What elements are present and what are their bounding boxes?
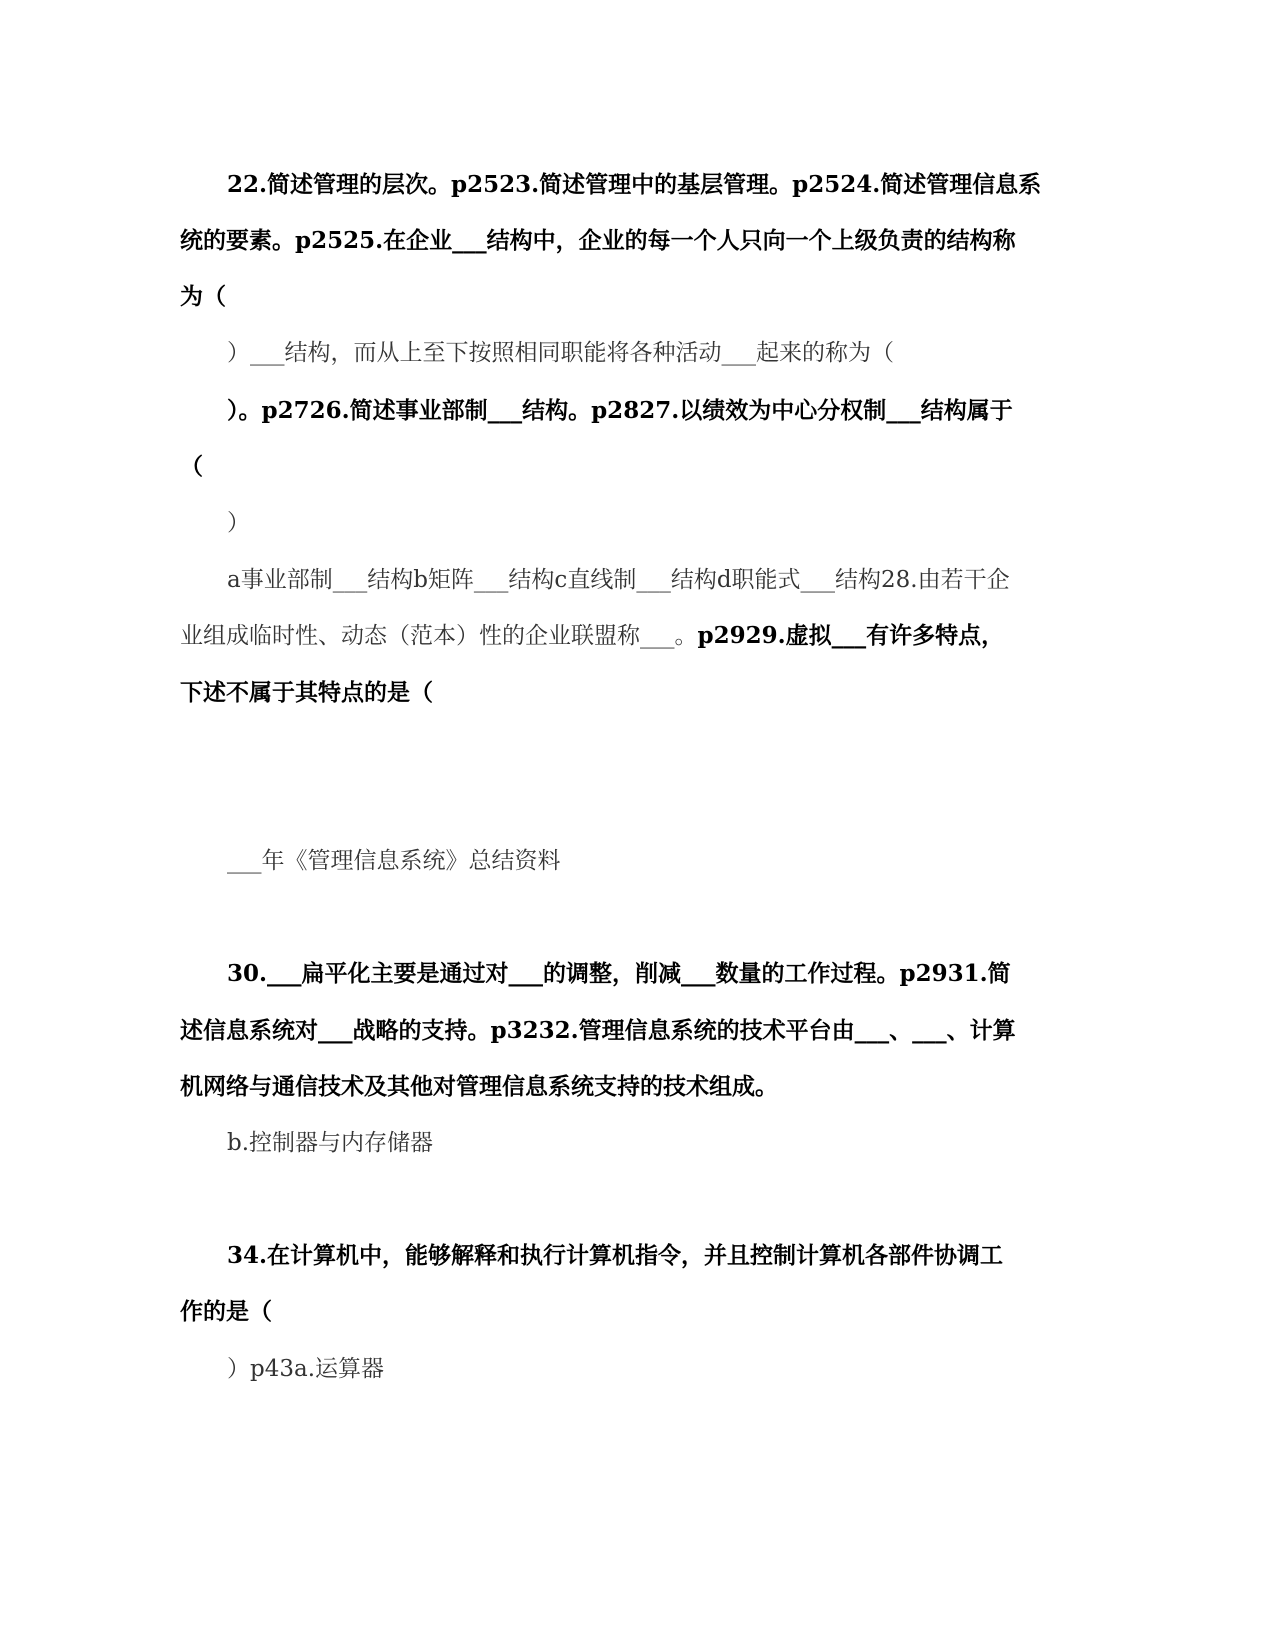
paragraph-line: 下述不属于其特点的是（ <box>180 679 433 706</box>
document-title: ___年《管理信息系统》总结资料 <box>227 848 561 874</box>
paragraph-line: ）p43a.运算器 <box>227 1356 385 1382</box>
paragraph-line: a事业部制___结构b矩阵___结构c直线制___结构d职能式___结构28.由若干企 <box>227 567 1010 593</box>
paragraph-line <box>180 621 1004 651</box>
line-segment: p2929.虚拟___有许多特点， <box>697 622 1005 649</box>
paragraph-line: （ <box>180 453 203 480</box>
paragraph-line: 作的是（ <box>180 1298 272 1325</box>
paragraph-line: b.控制器与内存储器 <box>227 1130 434 1156</box>
paragraph-line: ）。p2726.简述事业部制___结构。p2827.以绩效为中心分权制___结构属于 <box>227 397 1013 424</box>
paragraph-line: 统的要素。p2525.在企业___结构中，企业的每一个人只向一个上级负责的结构称 <box>180 227 1016 254</box>
paragraph-line: 机网络与通信技术及其他对管理信息系统支持的技术组成。 <box>180 1073 778 1100</box>
paragraph-line: 为（ <box>180 283 226 310</box>
paragraph-line: ）___结构，而从上至下按照相同职能将各种活动___起来的称为（ <box>227 340 894 366</box>
paragraph-line: 述信息系统对___战略的支持。p3232.管理信息系统的技术平台由___、___、计算 <box>180 1017 1016 1044</box>
paragraph-line: 34.在计算机中，能够解释和执行计算机指令，并且控制计算机各部件协调工 <box>227 1242 1004 1269</box>
paragraph-line: 30.___扁平化主要是通过对___的调整，削减___数量的工作过程。p2931.简 <box>227 960 1011 987</box>
paragraph-line: ） <box>227 510 250 536</box>
line-segment: 业组成临时性、动态（范本）性的企业联盟称___。 <box>180 623 698 649</box>
paragraph-line: 22.简述管理的层次。p2523.简述管理中的基层管理。p2524.简述管理信息系 <box>227 171 1042 198</box>
